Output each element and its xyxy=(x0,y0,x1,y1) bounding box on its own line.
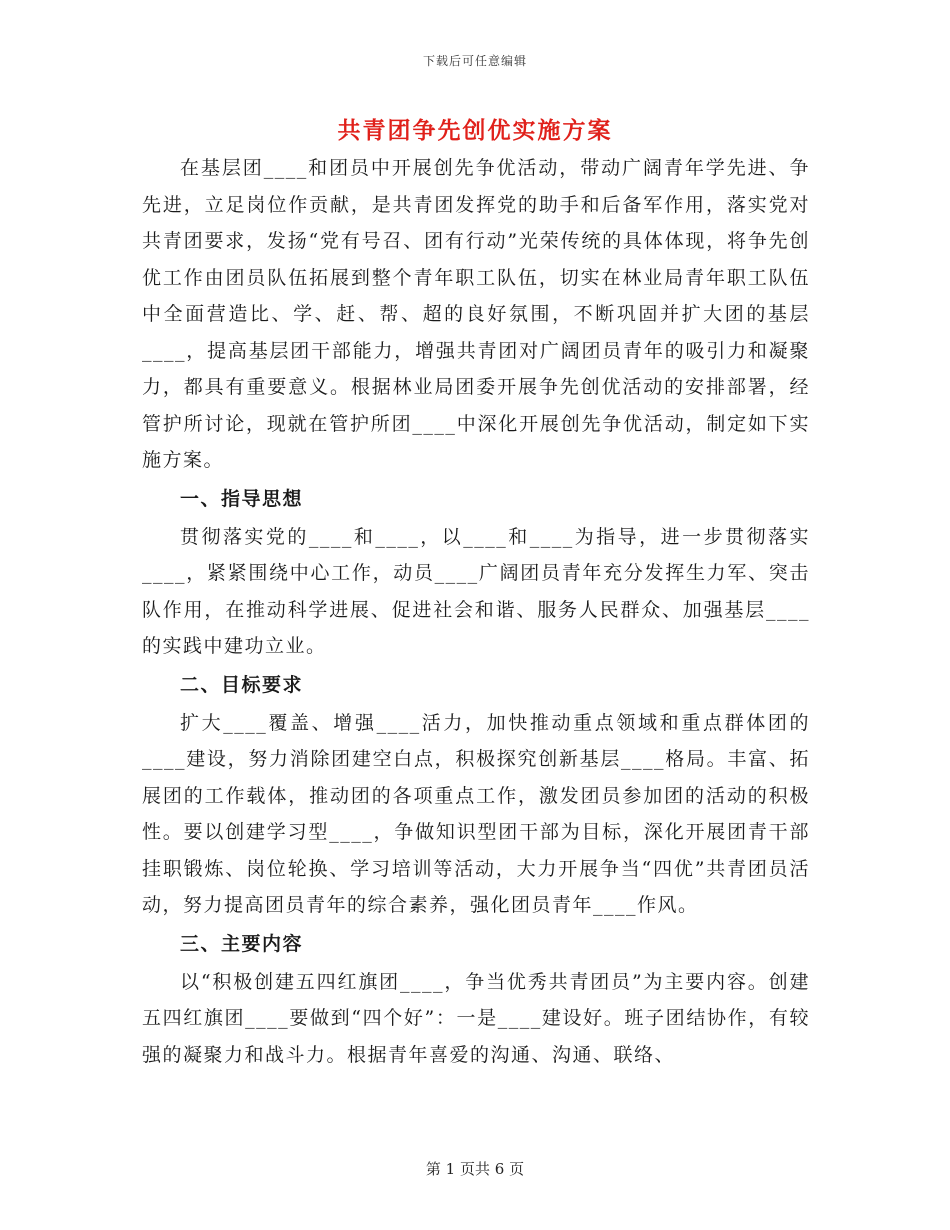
header-note: 下载后可任意编辑 xyxy=(422,54,527,68)
page-number: 第 1 页共 6 页 xyxy=(425,1160,525,1178)
guiding-thought-paragraph: 贯彻落实党的____和____，以____和____为指导，进一步贯彻落实____，紧紧围绕中心工作，动员____广阔团员青年充分发挥生力军、突击队作用，在推动科学进展、促进社会和谐、服务人民群众、加强基层____的实践中建功立业。 xyxy=(142,525,810,657)
section-heading-guiding-thought: 一、指导思想 xyxy=(180,487,304,510)
goals-paragraph: 扩大____覆盖、增强____活力，加快推动重点领域和重点群体团的____建设，努力消除团建空白点，积极探究创新基层____格局。丰富、拓展团的工作载体，推动团的各项重点工作，激发团员参加团的活动的积极性。要以创建学习型____，争做知识型团干部为目标，深化开展团青干部挂职锻炼、岗位轮换、学习培训等活动，大力开展争当“四优”共青团员活动，努力提高团员青年的综合素养，强化团员青年____作风。 xyxy=(142,711,810,916)
document-body xyxy=(142,150,810,1073)
document-title: 共青团争先创优实施方案 xyxy=(337,117,613,144)
intro-paragraph: 在基层团____和团员中开展创先争优活动，带动广阔青年学先进、争先进，立足岗位作贡献，是共青团发挥党的助手和后备军作用，落实党对共青团要求，发扬“党有号召、团有行动”光荣传统的具体体现，将争先创优工作由团员队伍拓展到整个青年职工队伍，切实在林业局青年职工队伍中全面营造比、学、赶、帮、超的良好氛围，不断巩固并扩大团的基层____，提高基层团干部能力，增强共青团对广阔团员青年的吸引力和凝聚力，都具有重要意义。根据林业局团委开展争先创优活动的安排部署，经管护所讨论，现就在管护所团____中深化开展创先争优活动，制定如下实施方案。 xyxy=(142,157,810,471)
section-heading-main-content: 三、主要内容 xyxy=(180,932,304,955)
section-heading-goals: 二、目标要求 xyxy=(180,673,304,696)
main-content-paragraph: 以“积极创建五四红旗团____，争当优秀共青团员”为主要内容。创建五四红旗团____要做到“四个好”：一是____建设好。班子团结协作，有较强的凝聚力和战斗力。根据青年喜爱的沟通、沟通、联络、 xyxy=(142,970,810,1066)
